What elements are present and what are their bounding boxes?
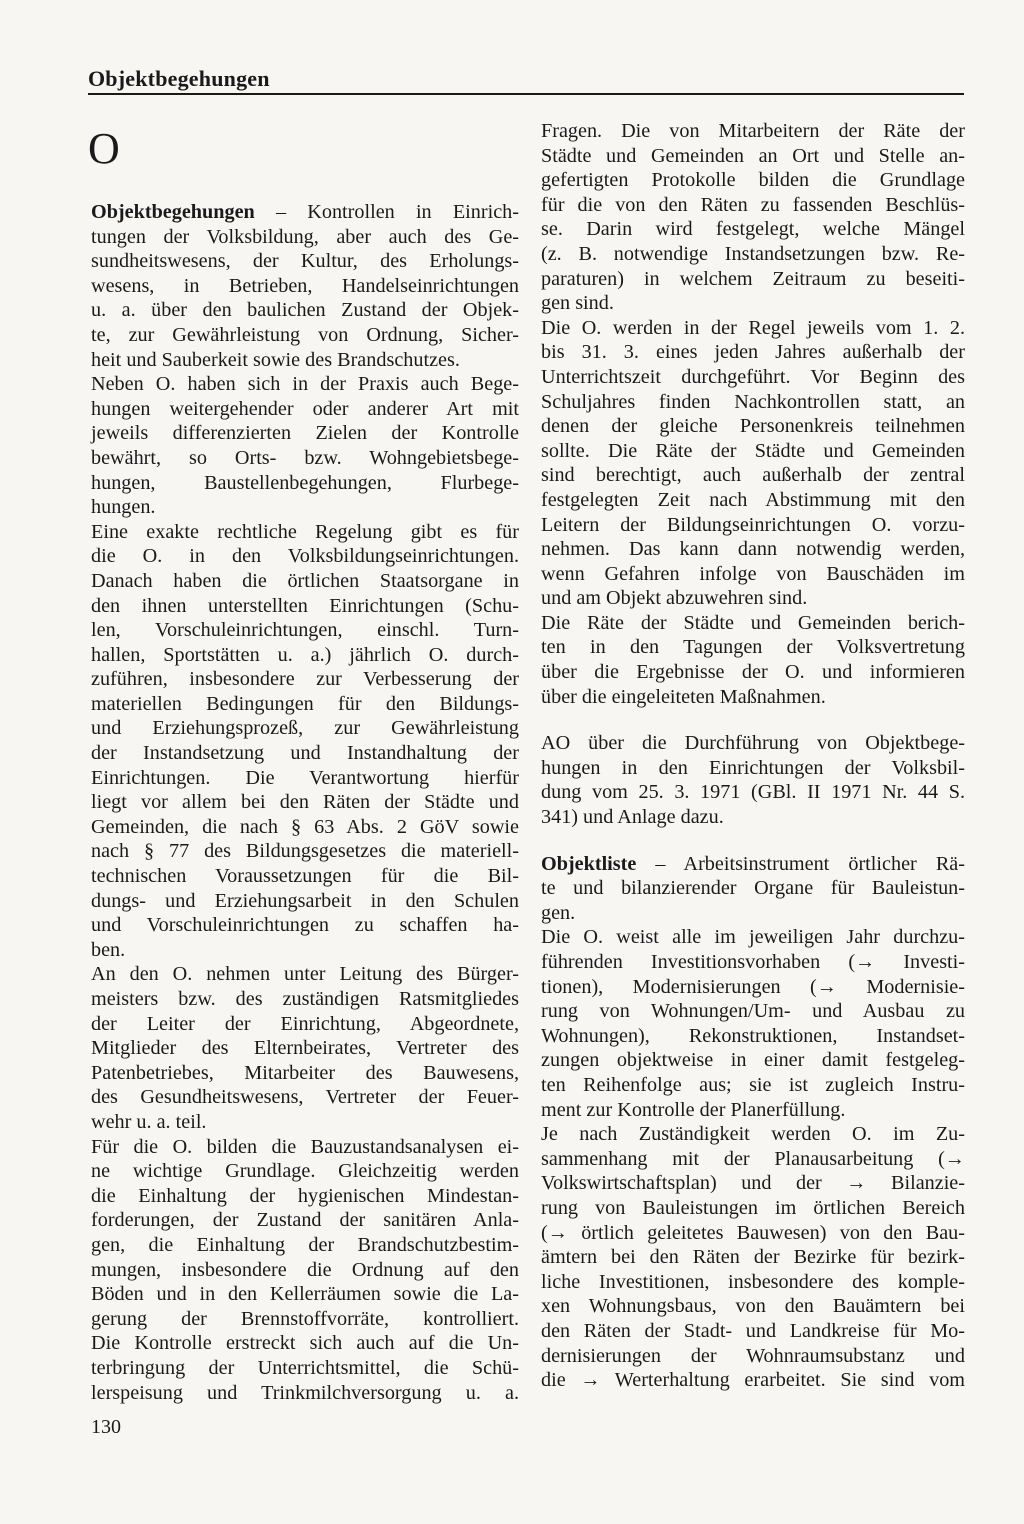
line-text: AO über die Durchführung von Objektbege- bbox=[541, 732, 965, 755]
left-column bbox=[91, 200, 519, 1405]
line-text: – Arbeitsinstrument örtlicher Rä- bbox=[636, 852, 965, 875]
text-line bbox=[91, 1331, 519, 1356]
text-line bbox=[91, 1184, 519, 1209]
text-line bbox=[91, 1381, 519, 1406]
line-text: ment zur Kontrolle der Planerfüllung. bbox=[541, 1098, 846, 1121]
text-line bbox=[541, 1122, 965, 1147]
text-line bbox=[541, 660, 965, 685]
text-line bbox=[541, 586, 965, 611]
text-line bbox=[91, 569, 519, 594]
line-text: liegt vor allem bei den Räten der Städte und bbox=[91, 791, 519, 814]
text-line bbox=[541, 513, 965, 538]
text-line bbox=[91, 1208, 519, 1233]
line-text: Gemeinden, die nach § 63 Abs. 2 GöV sowie bbox=[91, 815, 519, 838]
text-line bbox=[91, 667, 519, 692]
line-text: (z. B. notwendige Instandsetzungen bzw. Re- bbox=[541, 242, 965, 265]
line-text: wenn Gefahren infolge von Bauschäden im bbox=[541, 562, 965, 585]
text-line bbox=[541, 950, 965, 975]
line-text: über die eingeleiteten Maßnahmen. bbox=[541, 685, 826, 708]
text-line bbox=[91, 1085, 519, 1110]
line-text: se. Darin wird festgelegt, welche Mängel bbox=[541, 218, 965, 241]
line-text: der Leiter der Einrichtung, Abgeordnete, bbox=[91, 1012, 519, 1035]
text-line bbox=[91, 372, 519, 397]
text-line bbox=[541, 119, 965, 144]
line-text: wesens, in Betrieben, Handelseinrichtungen bbox=[91, 274, 519, 297]
entry-term: Objektbegehungen bbox=[91, 201, 255, 223]
line-text: Unterrichtszeit durchgeführt. Vor Beginn des bbox=[541, 365, 965, 388]
line-text: und Erziehungsprozeß, zur Gewährleistung bbox=[91, 717, 519, 740]
text-line bbox=[91, 1036, 519, 1061]
line-text: den Räten der Stadt- und Landkreise für Mo- bbox=[541, 1319, 965, 1342]
text-line bbox=[541, 1368, 965, 1393]
line-text: tionen), Modernisierungen (→ Modernisie- bbox=[541, 975, 965, 998]
line-text: 341) und Anlage dazu. bbox=[541, 806, 724, 829]
line-text: und am Objekt abzuwehren sind. bbox=[541, 587, 808, 610]
text-line bbox=[91, 249, 519, 274]
text-line bbox=[541, 267, 965, 292]
text-line bbox=[541, 316, 965, 341]
text-line bbox=[541, 414, 965, 439]
text-line bbox=[541, 756, 965, 781]
text-line bbox=[541, 144, 965, 169]
line-text: forderungen, der Zustand der sanitären Anla- bbox=[91, 1209, 519, 1232]
line-text: dung vom 25. 3. 1971 (GBl. II 1971 Nr. 44 S. bbox=[541, 781, 965, 804]
text-line bbox=[91, 397, 519, 422]
line-text: Die Räte der Städte und Gemeinden berich- bbox=[541, 611, 965, 634]
line-text: hallen, Sportstätten u. a.) jährlich O. durch- bbox=[91, 643, 519, 666]
line-text: An den O. nehmen unter Leitung des Bürger- bbox=[91, 963, 519, 986]
section-letter: O bbox=[88, 124, 120, 173]
line-text: xen Wohnungsbaus, von den Bauämtern bei bbox=[541, 1295, 965, 1318]
line-text: Einrichtungen. Die Verantwortung hierfür bbox=[91, 766, 519, 789]
text-line bbox=[91, 1061, 519, 1086]
text-line bbox=[91, 987, 519, 1012]
text-line bbox=[541, 805, 965, 830]
text-line bbox=[91, 1258, 519, 1283]
line-text: rung von Wohnungen/Um- und Ausbau zu bbox=[541, 1000, 965, 1023]
line-text: hungen weitergehender oder anderer Art mit bbox=[91, 397, 519, 420]
text-line bbox=[541, 340, 965, 365]
line-text: terbringung der Unterrichtsmittel, die Schü- bbox=[91, 1356, 519, 1379]
paragraph-gap bbox=[541, 709, 965, 731]
line-text: gerung der Brennstoffvorräte, kontrolliert. bbox=[91, 1307, 519, 1330]
text-line bbox=[91, 446, 519, 471]
line-text: paraturen) in welchem Zeitraum zu beseiti- bbox=[541, 267, 965, 290]
text-line bbox=[541, 1098, 965, 1123]
line-text: te und bilanzierender Organe für Bauleistun- bbox=[541, 877, 965, 900]
line-text: Städte und Gemeinden an Ort und Stelle an- bbox=[541, 144, 965, 167]
line-text: die Einhaltung der hygienischen Mindestan- bbox=[91, 1184, 519, 1207]
page-number: 130 bbox=[91, 1416, 121, 1438]
text-line bbox=[91, 1282, 519, 1307]
line-text: ne wichtige Grundlage. Gleichzeitig werden bbox=[91, 1160, 519, 1183]
text-line bbox=[91, 1356, 519, 1381]
text-line bbox=[91, 200, 519, 225]
text-line bbox=[91, 1307, 519, 1332]
text-line bbox=[541, 999, 965, 1024]
text-line bbox=[91, 741, 519, 766]
text-line bbox=[91, 1110, 519, 1135]
line-text: Wohnungen), Rekonstruktionen, Instandset- bbox=[541, 1024, 965, 1047]
line-text: nach § 77 des Bildungsgesetzes die materiell- bbox=[91, 840, 519, 863]
text-line bbox=[91, 962, 519, 987]
text-line bbox=[91, 1135, 519, 1160]
right-column bbox=[541, 119, 965, 1393]
line-text: technischen Voraussetzungen für die Bil- bbox=[91, 865, 519, 888]
line-text: die → Werterhaltung erarbeitet. Sie sind vom bbox=[541, 1369, 965, 1392]
line-text: gefertigten Protokolle bilden die Grundlage bbox=[541, 169, 965, 192]
text-line bbox=[541, 365, 965, 390]
text-line bbox=[541, 439, 965, 464]
text-line bbox=[541, 1319, 965, 1344]
line-text: te, zur Gewährleistung von Ordnung, Sicher- bbox=[91, 323, 519, 346]
line-text: gen sind. bbox=[541, 292, 614, 315]
text-line bbox=[541, 537, 965, 562]
line-text: liche Investitionen, insbesondere des komple- bbox=[541, 1270, 965, 1293]
line-text: sundheitswesens, der Kultur, des Erholungs- bbox=[91, 250, 519, 273]
line-text: sollte. Die Räte der Städte und Gemeinden bbox=[541, 439, 965, 462]
line-text: heit und Sauberkeit sowie des Brandschutzes. bbox=[91, 348, 460, 371]
line-text: zungen objektweise in einer damit festgeleg- bbox=[541, 1049, 965, 1072]
line-text: Die O. werden in der Regel jeweils vom 1. 2. bbox=[541, 316, 965, 339]
text-line bbox=[541, 1024, 965, 1049]
text-line bbox=[541, 731, 965, 756]
line-text: Die O. weist alle im jeweiligen Jahr durchzu- bbox=[541, 926, 965, 949]
line-text: Fragen. Die von Mitarbeitern der Räte der bbox=[541, 120, 965, 142]
text-line bbox=[91, 274, 519, 299]
line-text: meisters bzw. des zuständigen Ratsmitgliedes bbox=[91, 988, 519, 1010]
line-text: festgelegten Zeit nach Abstimmung mit den bbox=[541, 488, 965, 511]
line-text: bewährt, so Orts- bzw. Wohngebietsbege- bbox=[91, 446, 519, 469]
text-line bbox=[541, 852, 965, 877]
text-line bbox=[541, 1073, 965, 1098]
line-text: Leitern der Bildungseinrichtungen O. vorzu- bbox=[541, 513, 965, 536]
line-text: über die Ergebnisse der O. und informieren bbox=[541, 661, 965, 684]
page-header-title: Objektbegehungen bbox=[88, 66, 270, 91]
text-line bbox=[541, 217, 965, 242]
text-line bbox=[541, 488, 965, 513]
line-text: wehr u. a. teil. bbox=[91, 1110, 207, 1133]
line-text: Schuljahres finden Nachkontrollen statt, an bbox=[541, 390, 965, 413]
line-text: materiellen Bedingungen für den Bildungs- bbox=[91, 692, 519, 715]
text-line bbox=[91, 323, 519, 348]
text-line bbox=[91, 766, 519, 791]
entry-term: Objektliste bbox=[541, 852, 637, 875]
line-text: sammenhang mit der Planausarbeitung (→ bbox=[541, 1147, 965, 1170]
line-text: (→ örtlich geleitetes Bauwesen) von den Bau- bbox=[541, 1221, 965, 1244]
header-rule bbox=[88, 93, 964, 95]
line-text: hungen. bbox=[91, 496, 156, 519]
text-line bbox=[541, 1196, 965, 1221]
text-line bbox=[91, 495, 519, 520]
text-line bbox=[91, 643, 519, 668]
line-text: jeweils differenzierten Zielen der Kontrolle bbox=[91, 422, 519, 445]
line-text: dungs- und Erziehungsarbeit in den Schulen bbox=[91, 889, 519, 912]
line-text: – Kontrollen in Einrich- bbox=[254, 201, 519, 223]
text-line bbox=[91, 421, 519, 446]
line-text: u. a. über den baulichen Zustand der Objek- bbox=[91, 299, 519, 322]
line-text: Böden und in den Kellerräumen sowie die La- bbox=[91, 1283, 519, 1306]
text-line bbox=[91, 1159, 519, 1184]
line-text: Volkswirtschaftsplan) und der → Bilanzie- bbox=[541, 1172, 965, 1195]
text-line bbox=[541, 193, 965, 218]
text-line bbox=[541, 635, 965, 660]
line-text: dernisierungen der Wohnraumsubstanz und bbox=[541, 1344, 965, 1367]
text-line bbox=[91, 1012, 519, 1037]
line-text: gen, die Einhaltung der Brandschutzbestim- bbox=[91, 1233, 519, 1256]
text-line bbox=[91, 520, 519, 545]
line-text: Danach haben die örtlichen Staatsorgane in bbox=[91, 569, 519, 592]
line-text: ten in den Tagungen der Volksvertretung bbox=[541, 636, 965, 659]
text-line bbox=[541, 1294, 965, 1319]
line-text: Je nach Zuständigkeit werden O. im Zu- bbox=[541, 1123, 965, 1146]
line-text: hungen in den Einrichtungen der Volksbil- bbox=[541, 756, 965, 779]
text-line bbox=[541, 168, 965, 193]
line-text: Eine exakte rechtliche Regelung gibt es für bbox=[91, 520, 519, 543]
text-line bbox=[541, 975, 965, 1000]
line-text: sind berechtigt, auch außerhalb der zentral bbox=[541, 464, 965, 487]
text-line bbox=[541, 1171, 965, 1196]
text-line bbox=[541, 291, 965, 316]
line-text: zuführen, insbesondere zur Verbesserung der bbox=[91, 668, 519, 691]
text-line bbox=[91, 716, 519, 741]
text-line bbox=[541, 562, 965, 587]
text-line bbox=[541, 390, 965, 415]
text-line bbox=[541, 685, 965, 710]
line-text: hungen, Baustellenbegehungen, Flurbege- bbox=[91, 471, 519, 494]
line-text: führenden Investitionsvorhaben (→ Investi- bbox=[541, 951, 965, 973]
line-text: des Gesundheitswesens, Vertreter der Feuer- bbox=[91, 1086, 519, 1109]
line-text: nehmen. Das kann dann notwendig werden, bbox=[541, 538, 965, 561]
text-line bbox=[91, 544, 519, 569]
line-text: Patenbetriebes, Mitarbeiter des Bauwesens, bbox=[91, 1061, 519, 1084]
text-line bbox=[91, 938, 519, 963]
text-line bbox=[91, 1233, 519, 1258]
text-line bbox=[541, 611, 965, 636]
text-line bbox=[541, 1270, 965, 1295]
text-line bbox=[541, 780, 965, 805]
line-text: die O. in den Volksbildungseinrichtungen. bbox=[91, 545, 519, 568]
line-text: denen der gleiche Personenkreis teilnehmen bbox=[541, 415, 965, 438]
line-text: ben. bbox=[91, 938, 126, 961]
text-line bbox=[541, 463, 965, 488]
line-text: tungen der Volksbildung, aber auch des Ge- bbox=[91, 225, 519, 248]
line-text: lerspeisung und Trinkmilchversorgung u. a. bbox=[91, 1381, 519, 1404]
text-line bbox=[91, 225, 519, 250]
paragraph-gap bbox=[541, 830, 965, 852]
text-line bbox=[541, 242, 965, 267]
text-line bbox=[91, 913, 519, 938]
line-text: Die Kontrolle erstreckt sich auch auf die Un- bbox=[91, 1332, 519, 1355]
line-text: ämtern bei den Räten der Bezirke für bezirk- bbox=[541, 1246, 965, 1269]
text-line bbox=[91, 692, 519, 717]
line-text: ten Reihenfolge aus; sie ist zugleich Instru- bbox=[541, 1073, 965, 1096]
text-line bbox=[91, 889, 519, 914]
text-line bbox=[91, 815, 519, 840]
text-line bbox=[91, 348, 519, 373]
text-line bbox=[91, 594, 519, 619]
text-line bbox=[541, 1147, 965, 1172]
line-text: den ihnen unterstellten Einrichtungen (Schu- bbox=[91, 594, 519, 617]
line-text: mungen, insbesondere die Ordnung auf den bbox=[91, 1258, 519, 1281]
line-text: rung von Bauleistungen im örtlichen Bereich bbox=[541, 1196, 965, 1219]
line-text: Für die O. bilden die Bauzustandsanalysen ei- bbox=[91, 1135, 519, 1158]
text-line bbox=[91, 864, 519, 889]
line-text: der Instandsetzung und Instandhaltung der bbox=[91, 742, 519, 765]
text-line bbox=[91, 298, 519, 323]
line-text: Mitglieder des Elternbeirates, Vertreter des bbox=[91, 1037, 519, 1060]
text-line bbox=[541, 1221, 965, 1246]
text-line bbox=[91, 790, 519, 815]
text-line bbox=[541, 901, 965, 926]
line-text: für die von den Räten zu fassenden Beschlüs- bbox=[541, 193, 965, 216]
line-text: Neben O. haben sich in der Praxis auch Bege- bbox=[91, 373, 519, 396]
text-line bbox=[91, 471, 519, 496]
text-line bbox=[541, 1344, 965, 1369]
text-line bbox=[541, 1048, 965, 1073]
line-text: gen. bbox=[541, 901, 576, 924]
line-text: und Vorschuleinrichtungen zu schaffen ha- bbox=[91, 914, 519, 937]
line-text: len, Vorschuleinrichtungen, einschl. Turn- bbox=[91, 619, 519, 642]
line-text: bis 31. 3. eines jeden Jahres außerhalb der bbox=[541, 341, 965, 364]
text-line bbox=[91, 839, 519, 864]
text-line bbox=[91, 618, 519, 643]
text-line bbox=[541, 1245, 965, 1270]
text-line bbox=[541, 876, 965, 901]
text-line bbox=[541, 925, 965, 950]
